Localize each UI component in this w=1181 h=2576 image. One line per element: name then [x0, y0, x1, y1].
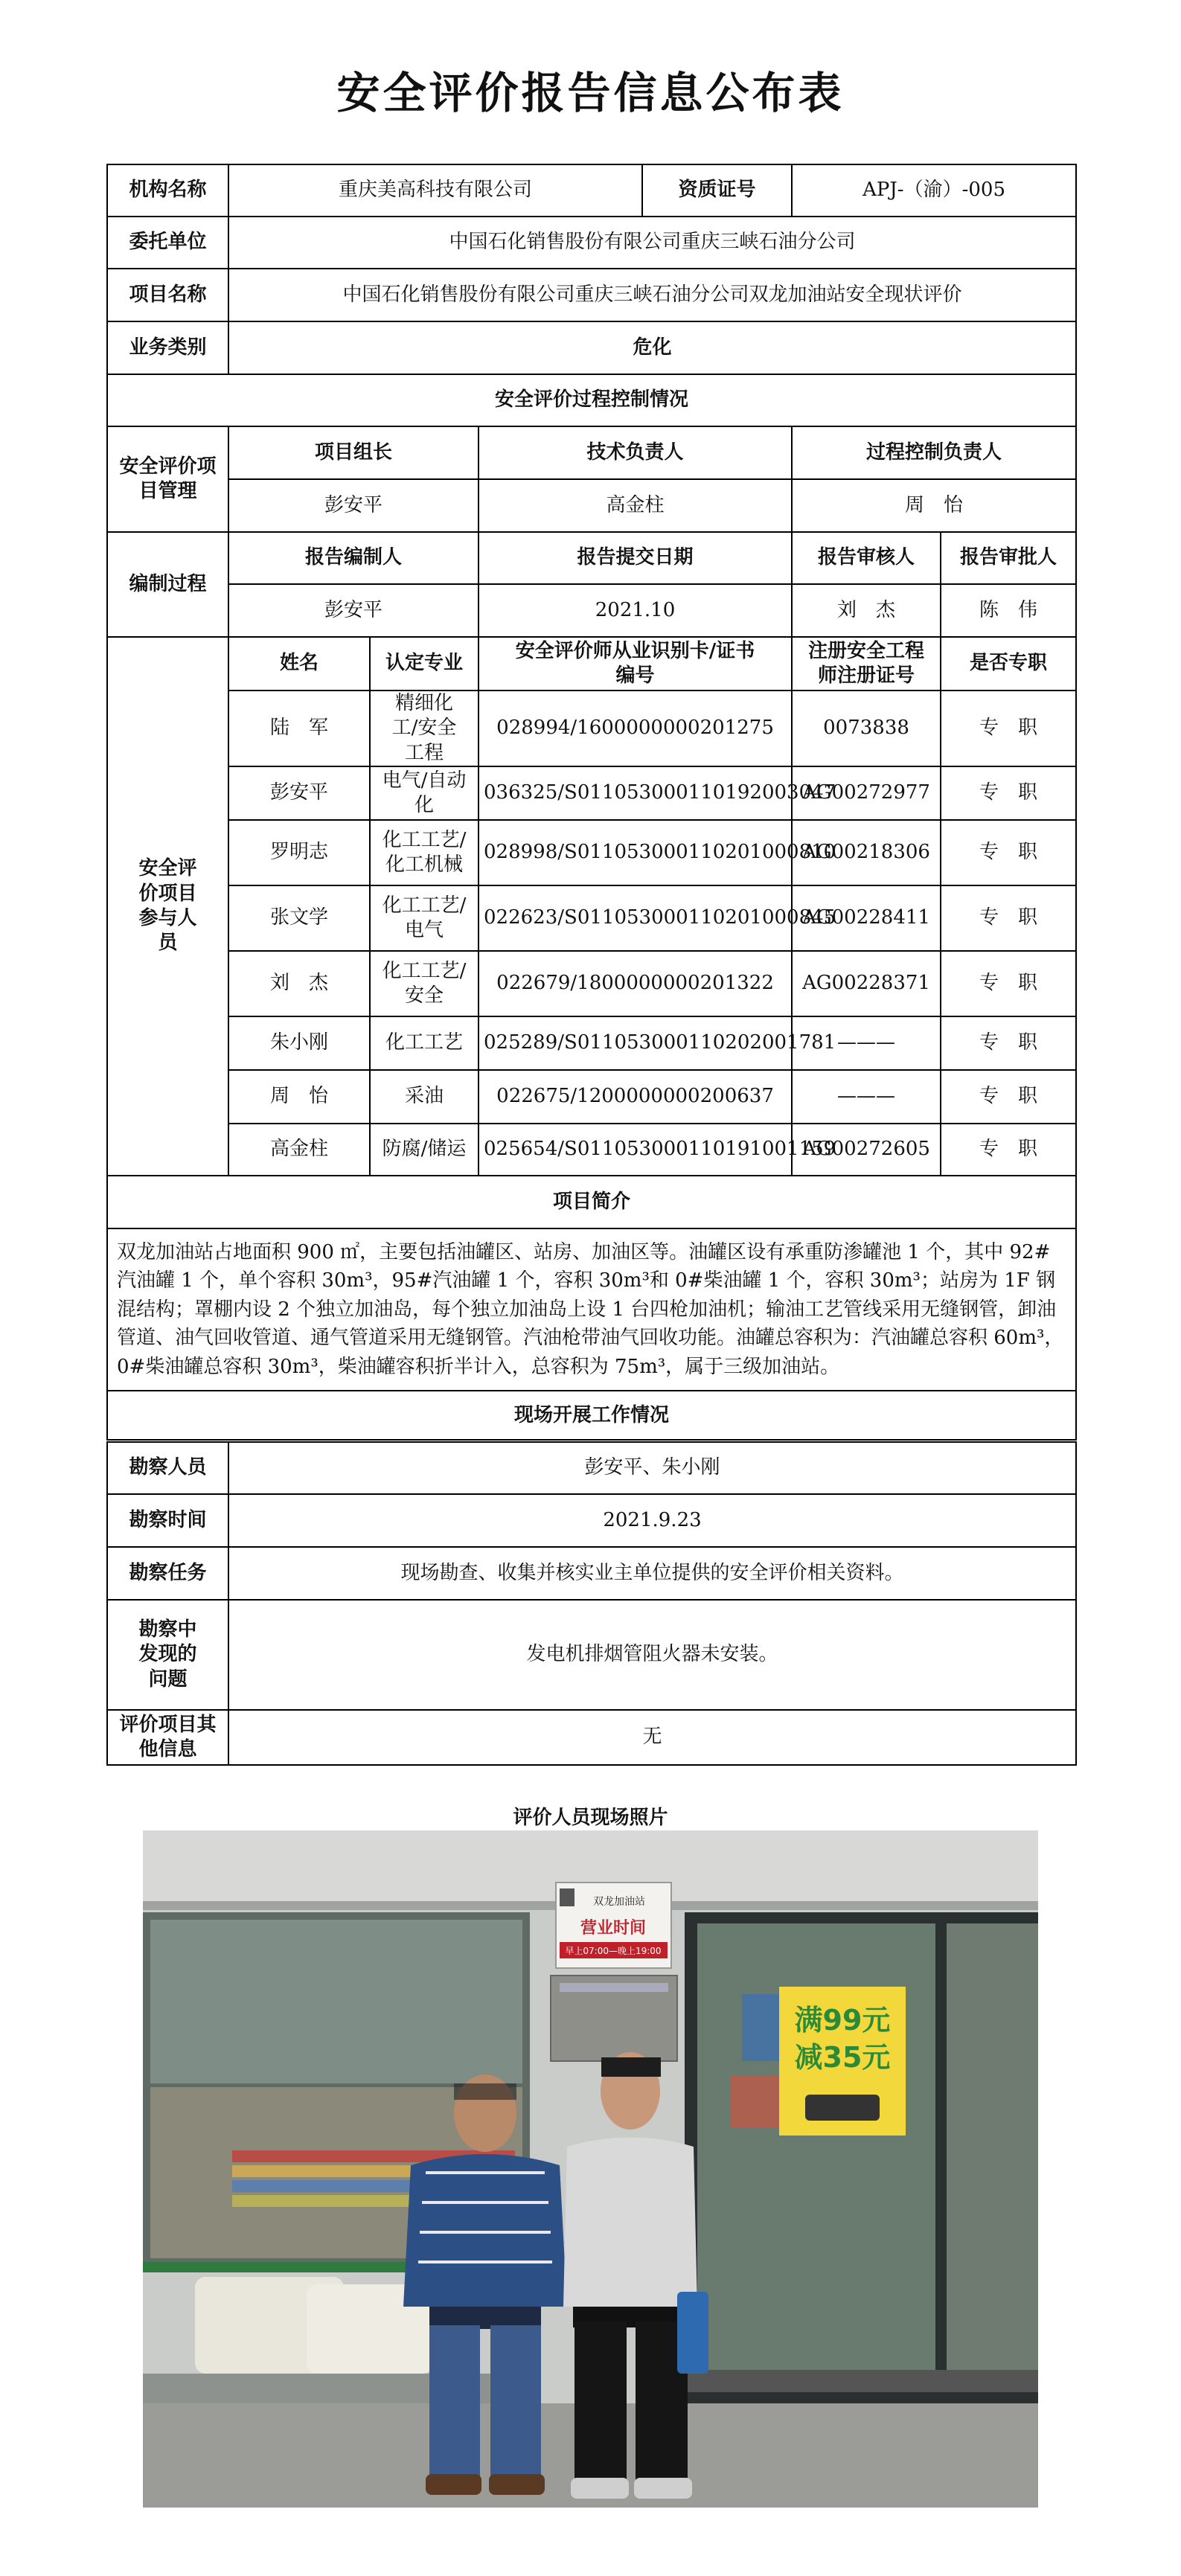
sign-title: 双龙加油站: [593, 1896, 645, 1908]
staff-header: 姓名: [228, 637, 370, 691]
compile-value: 2021.10: [479, 584, 792, 637]
staff-card: 025654/S011053000110191001159: [479, 1124, 792, 1176]
staff-header: 安全评价师从业识别卡/证书编号: [479, 637, 792, 691]
staff-name: 罗明志: [228, 820, 370, 885]
staff-major: 精细化工/安全工程: [370, 691, 479, 766]
staff-reg: AG00228371: [792, 951, 941, 1016]
mgmt-header: 过程控制负责人: [792, 426, 1076, 479]
staff-name: 高金柱: [228, 1124, 370, 1176]
promo-poster: [779, 1987, 906, 2136]
staff-reg: AG00228411: [792, 885, 941, 951]
staff-card: 028998/S011053000110201000810: [479, 820, 792, 885]
sign-hours-label: 营业时间: [580, 1919, 647, 1938]
info-table: [106, 164, 1077, 1441]
mgmt-header: 项目组长: [228, 426, 479, 479]
field-label: 勘察时间: [107, 1494, 228, 1547]
compile-value: 陈 伟: [941, 584, 1076, 637]
page-title: 安全评价报告信息公布表: [336, 68, 845, 118]
field-value: 彭安平、朱小刚: [228, 1442, 1076, 1494]
staff-name: 陆 军: [228, 691, 370, 766]
field-value: 现场勘查、收集并核实业主单位提供的安全评价相关资料。: [228, 1547, 1076, 1600]
field-label: 勘察中发现的问题: [107, 1600, 228, 1710]
staff-name: 刘 杰: [228, 951, 370, 1016]
staff-fulltime: 专 职: [941, 820, 1076, 885]
staff-label: 安全评价项目参与人员: [107, 637, 228, 1176]
poster-line1: 满99元: [794, 2004, 891, 2037]
staff-major: 化工工艺/电气: [370, 885, 479, 951]
org-value: 重庆美高科技有限公司: [228, 164, 642, 217]
project-value: 中国石化销售股份有限公司重庆三峡石油分公司双龙加油站安全现状评价: [228, 269, 1076, 321]
photo-title: 评价人员现场照片: [513, 1807, 668, 1829]
field-value: 无: [228, 1710, 1076, 1765]
staff-reg: AG00272977: [792, 766, 941, 820]
staff-major: 防腐/储运: [370, 1124, 479, 1176]
staff-fulltime: 专 职: [941, 1070, 1076, 1124]
staff-card: 028994/1600000000201275: [479, 691, 792, 766]
client-value: 中国石化销售股份有限公司重庆三峡石油分公司: [228, 217, 1076, 269]
field-label: 勘察人员: [107, 1442, 228, 1494]
poster-line2: 减35元: [794, 2041, 891, 2074]
compile-header: 报告提交日期: [479, 532, 792, 584]
field-label: 勘察任务: [107, 1547, 228, 1600]
staff-header: 认定专业: [370, 637, 479, 691]
station-sign: [556, 1883, 671, 1968]
staff-major: 电气/自动化: [370, 766, 479, 820]
type-label: 业务类别: [107, 321, 228, 374]
client-label: 委托单位: [107, 217, 228, 269]
staff-fulltime: 专 职: [941, 1016, 1076, 1070]
staff-fulltime: 专 职: [941, 885, 1076, 951]
compile-value: 刘 杰: [792, 584, 941, 637]
compile-header: 报告审批人: [941, 532, 1076, 584]
staff-major: 化工工艺/安全: [370, 951, 479, 1016]
staff-fulltime: 专 职: [941, 766, 1076, 820]
staff-reg: ———: [792, 1070, 941, 1124]
staff-reg: AG00218306: [792, 820, 941, 885]
staff-card: 025289/S011053000110202001781: [479, 1016, 792, 1070]
cert-value: APJ-（渝）-005: [792, 164, 1076, 217]
mgmt-label: 安全评价项目管理: [107, 426, 228, 532]
field-value: 发电机排烟管阻火器未安装。: [228, 1600, 1076, 1710]
staff-reg: 0073838: [792, 691, 941, 766]
mgmt-value: 周 怡: [792, 479, 1076, 532]
mgmt-value: 高金柱: [479, 479, 792, 532]
staff-fulltime: 专 职: [941, 1124, 1076, 1176]
staff-name: 朱小刚: [228, 1016, 370, 1070]
staff-header: 注册安全工程师注册证号: [792, 637, 941, 691]
staff-reg: ———: [792, 1016, 941, 1070]
mgmt-value: 彭安平: [228, 479, 479, 532]
mgmt-header: 技术负责人: [479, 426, 792, 479]
project-label: 项目名称: [107, 269, 228, 321]
staff-major: 采油: [370, 1070, 479, 1124]
staff-name: 彭安平: [228, 766, 370, 820]
compile-label: 编制过程: [107, 532, 228, 637]
staff-reg: AG00272605: [792, 1124, 941, 1176]
staff-name: 周 怡: [228, 1070, 370, 1124]
compile-value: 彭安平: [228, 584, 479, 637]
staff-card: 022675/1200000000200637: [479, 1070, 792, 1124]
staff-card: 022679/1800000000201322: [479, 951, 792, 1016]
field-label: 评价项目其他信息: [107, 1710, 228, 1765]
intro-text: 双龙加油站占地面积 900 ㎡，主要包括油罐区、站房、加油区等。油罐区设有承重防渗罐池 1 个，其中 92#汽油罐 1 个，单个容积 30m³，95#汽油罐 1 个，容积 30m³和 0#柴油罐 1 个，容积 30m³；站房为 1F 钢混结构；罩棚内设 2 个独立加油岛，每个独立加油岛上设 1 台四枪加油机；输油工艺管线采用无缝钢管，卸油管道、油气回收管道、通气管道采用无缝钢管。汽油枪带油气回收功能。油罐总容积为：汽油罐总容积 60m³，0#柴油罐总容积 30m³，柴油罐容积折半计入，总容积为 75m³，属于三级加油站。: [107, 1228, 1076, 1391]
staff-major: 化工工艺: [370, 1016, 479, 1070]
staff-card: 036325/S011053000110192003047: [479, 766, 792, 820]
type-value: 危化: [228, 321, 1076, 374]
staff-header: 是否专职: [941, 637, 1076, 691]
field-section-title: 现场开展工作情况: [107, 1391, 1076, 1440]
process-section-title: 安全评价过程控制情况: [107, 374, 1076, 426]
compile-header: 报告编制人: [228, 532, 479, 584]
staff-fulltime: 专 职: [941, 951, 1076, 1016]
sign-hours: 早上07:00—晚上19:00: [565, 1946, 662, 1956]
org-label: 机构名称: [107, 164, 228, 217]
staff-name: 张文学: [228, 885, 370, 951]
site-photo: [143, 1830, 1038, 2508]
intro-title: 项目简介: [107, 1176, 1076, 1228]
field-table: [106, 1441, 1077, 1766]
compile-header: 报告审核人: [792, 532, 941, 584]
staff-card: 022623/S011053000110201000845: [479, 885, 792, 951]
staff-fulltime: 专 职: [941, 691, 1076, 766]
staff-major: 化工工艺/化工机械: [370, 820, 479, 885]
cert-label: 资质证号: [642, 164, 792, 217]
field-value: 2021.9.23: [228, 1494, 1076, 1547]
